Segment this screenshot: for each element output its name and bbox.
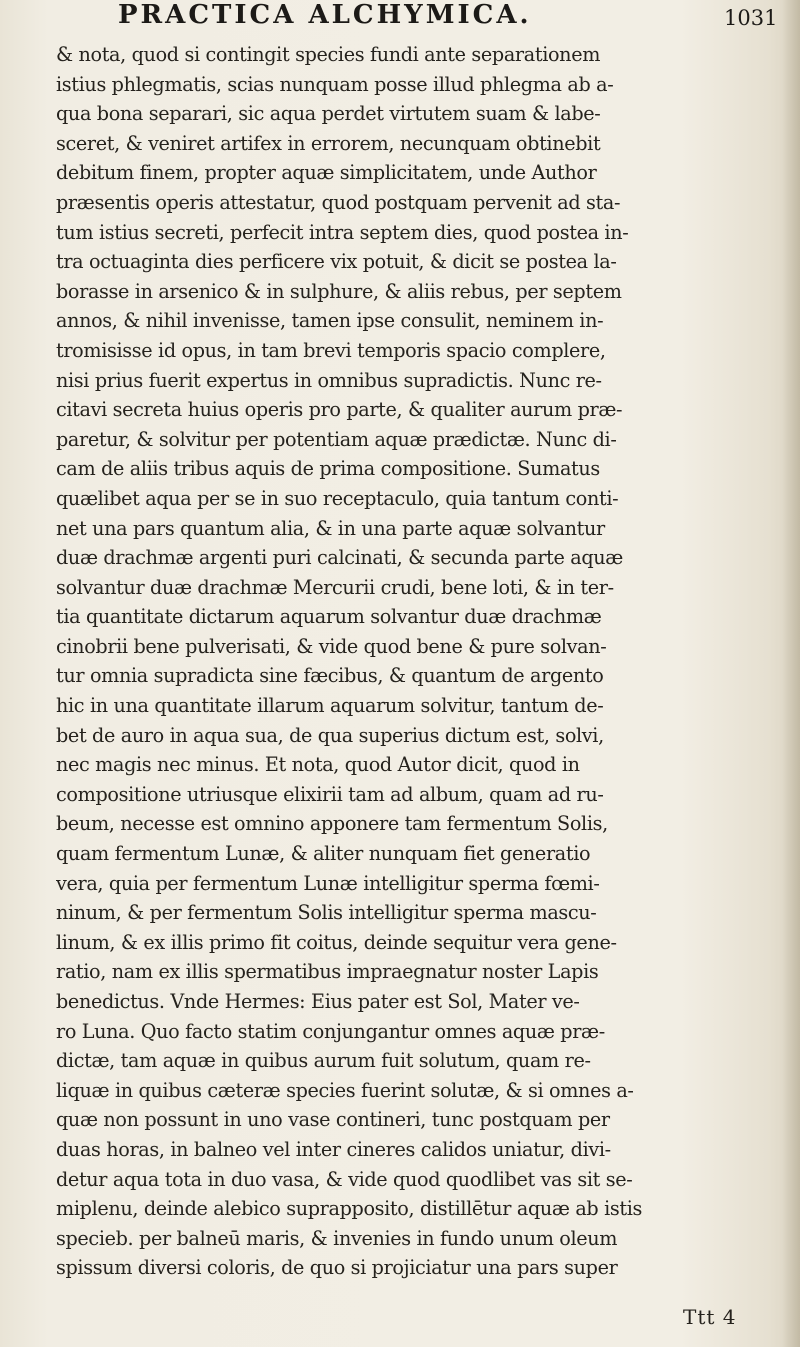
text-line: paretur, & solvitur per potentiam aquæ prædictæ. Nunc di- <box>56 427 617 451</box>
text-line: præsentis operis attestatur, quod postquam pervenit ad sta- <box>56 190 621 214</box>
text-line: quæ non possunt in uno vase contineri, tunc postquam per <box>56 1108 610 1132</box>
text-line: istius phlegmatis, scias nunquam posse illud phlegma ab a- <box>56 72 614 96</box>
text-line: compositione utriusque elixirii tam ad album, quam ad ru- <box>56 782 604 806</box>
text-line: tromisisse id opus, in tam brevi temporis spacio complere, <box>56 338 606 362</box>
body-text <box>56 40 786 1283</box>
text-line: vera, quia per fermentum Lunæ intelligitur sperma fœmi- <box>56 871 600 895</box>
signature-mark: Ttt 4 <box>683 1305 737 1329</box>
text-line: nec magis nec minus. Et nota, quod Autor dicit, quod in <box>56 753 580 777</box>
text-line: duæ drachmæ argenti puri calcinati, & secunda parte aquæ <box>56 546 623 570</box>
text-line: sceret, & veniret artifex in errorem, necunquam obtinebit <box>56 131 601 155</box>
text-line: quam fermentum Lunæ, & aliter nunquam fiet generatio <box>56 842 591 866</box>
text-line: tra octuaginta dies perficere vix potuit, & dicit se postea la- <box>56 250 617 274</box>
text-line: tia quantitate dictarum aquarum solvantur duæ drachmæ <box>56 605 602 629</box>
text-line: hic in una quantitate illarum aquarum solvitur, tantum de- <box>56 694 604 718</box>
text-line: citavi secreta huius operis pro parte, & qualiter aurum præ- <box>56 398 623 422</box>
text-line: tum istius secreti, perfecit intra septem dies, quod postea in- <box>56 220 629 244</box>
text-line: quælibet aqua per se in suo receptaculo, quia tantum conti- <box>56 486 619 510</box>
text-line: solvantur duæ drachmæ Mercurii crudi, bene loti, & in ter- <box>56 575 614 599</box>
text-line: borasse in arsenico & in sulphure, & aliis rebus, per septem <box>56 279 622 303</box>
text-line: bet de auro in aqua sua, de qua superius dictum est, solvi, <box>56 723 604 747</box>
text-line: tur omnia supradicta sine fæcibus, & quantum de argento <box>56 664 604 688</box>
text-line: cinobrii bene pulverisati, & vide quod bene & pure solvan- <box>56 634 607 658</box>
text-line: miplenu, deinde alebico suprapposito, distillētur aquæ ab istis <box>56 1197 643 1221</box>
text-line: annos, & nihil invenisse, tamen ipse consulit, neminem in- <box>56 309 604 333</box>
text-line: qua bona separari, sic aqua perdet virtutem suam & labe- <box>56 102 601 126</box>
text-line: detur aqua tota in duo vasa, & vide quod quodlibet vas sit se- <box>56 1167 633 1191</box>
text-line: spissum diversi coloris, de quo si projiciatur una pars super <box>56 1256 618 1280</box>
text-line: linum, & ex illis primo fit coitus, deinde sequitur vera gene- <box>56 930 617 954</box>
text-line: duas horas, in balneo vel inter cineres calidos uniatur, divi- <box>56 1137 611 1161</box>
text-line: nisi prius fuerit expertus in omnibus supradictis. Nunc re- <box>56 368 602 392</box>
text-line: ratio, nam ex illis spermatibus impraegnatur noster Lapis <box>56 960 599 984</box>
page-edge-shadow <box>782 0 800 1347</box>
text-line: dictæ, tam aquæ in quibus aurum fuit solutum, quam re- <box>56 1049 591 1073</box>
text-line: liquæ in quibus cæteræ species fuerint solutæ, & si omnes a- <box>56 1078 634 1102</box>
text-line: benedictus. Vnde Hermes: Eius pater est Sol, Mater ve- <box>56 990 580 1013</box>
text-line: cam de aliis tribus aquis de prima compositione. Sumatus <box>56 457 600 481</box>
text-line: beum, necesse est omnino apponere tam fermentum Solis, <box>56 812 608 836</box>
text-line: specieb. per balneū maris, & invenies in fundo unum oleum <box>56 1226 618 1250</box>
page-number: 1031 <box>724 6 778 30</box>
text-line: & nota, quod si contingit species fundi ante separationem <box>56 43 601 66</box>
text-line: net una pars quantum alia, & in una parte aquæ solvantur <box>56 516 605 540</box>
text-line: ro Luna. Quo facto statim conjungantur omnes aquæ præ- <box>56 1019 605 1043</box>
text-line: ninum, & per fermentum Solis intelligitur sperma mascu- <box>56 901 597 925</box>
page-header <box>0 0 800 34</box>
text-line: debitum finem, propter aquæ simplicitatem, unde Author <box>56 161 597 185</box>
running-title: PRACTICA ALCHYMICA. <box>118 0 532 30</box>
